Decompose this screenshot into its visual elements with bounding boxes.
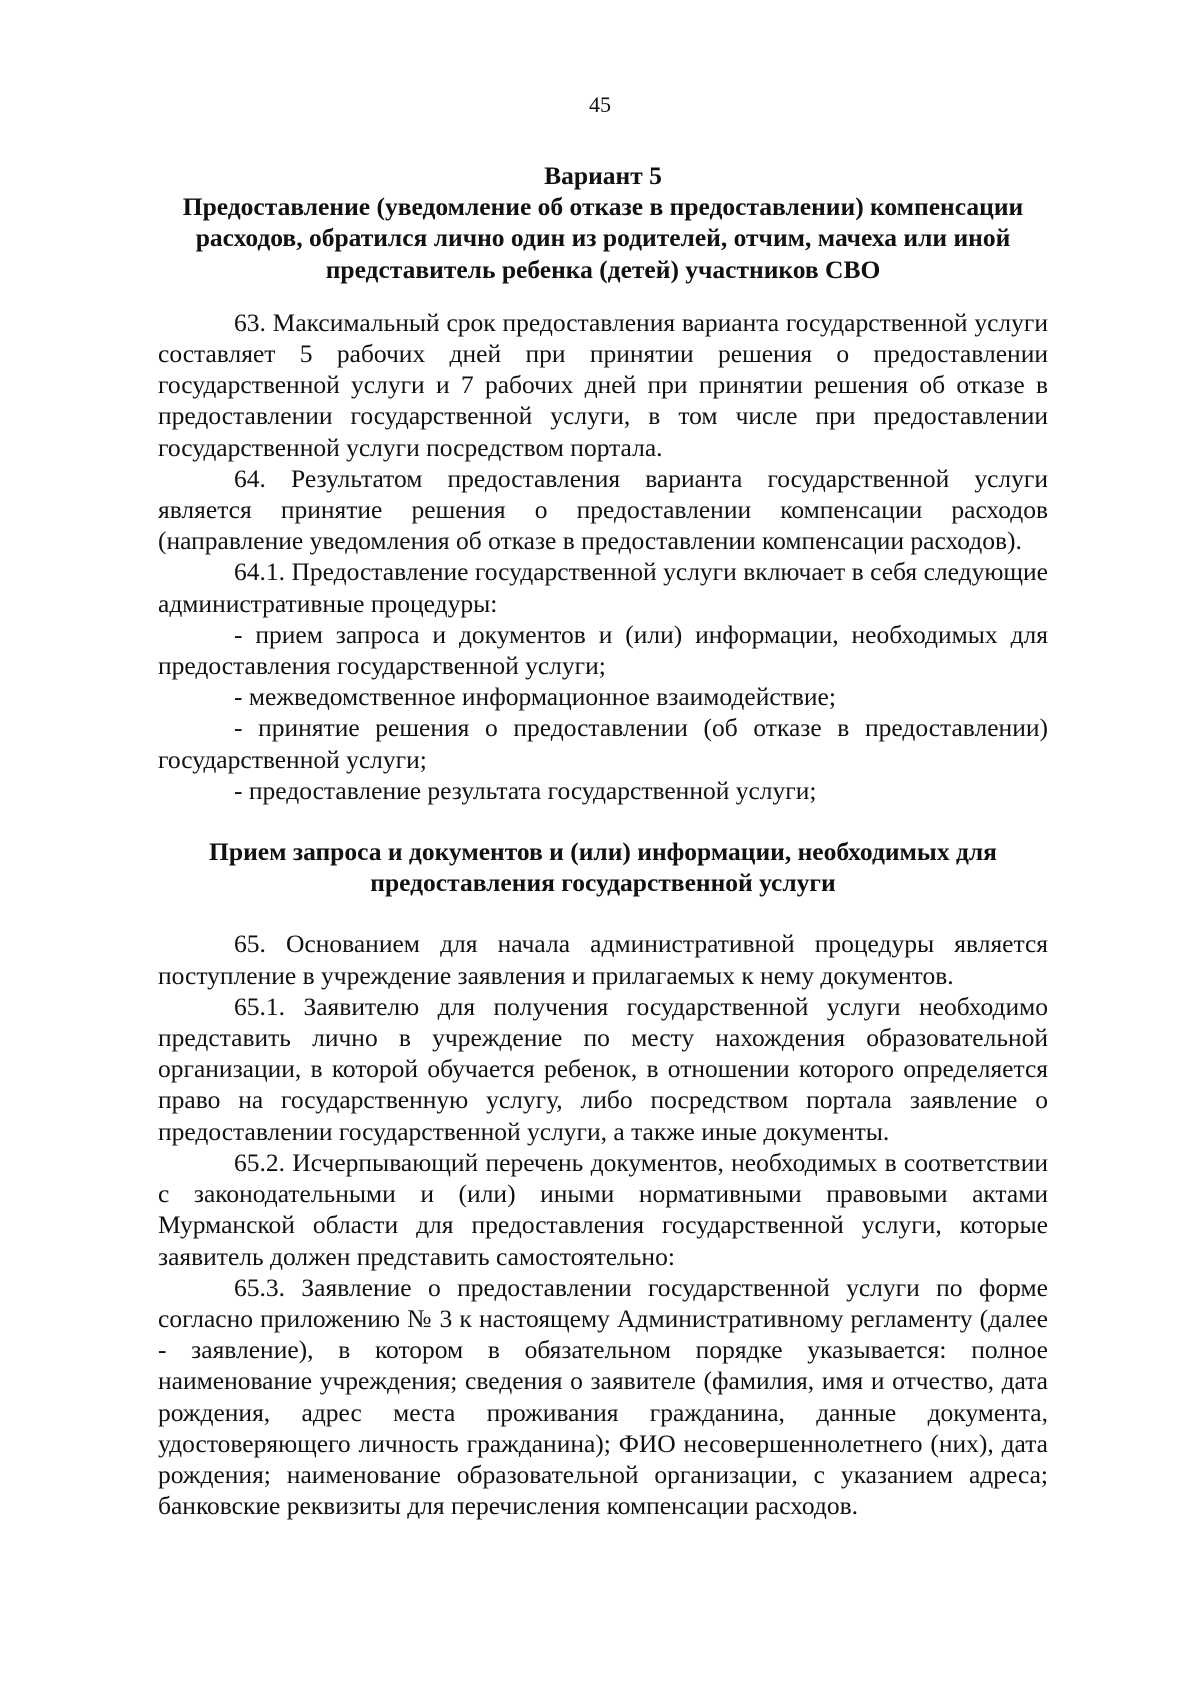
procedure-item-1: - прием запроса и документов и (или) информации, необходимых для предоставления государственной услуги; — [158, 619, 1048, 681]
variant-subtitle: Предоставление (уведомление об отказе в предоставлении) компенсации расходов, обратился лично один из родителей, отчим, мачеха или иной представитель ребенка (детей) участников СВО — [182, 192, 1024, 284]
page-number: 45 — [589, 92, 611, 117]
paragraph-63: 63. Максимальный срок предоставления варианта государственной услуги составляет 5 рабочих дней при принятии решения о предоставлении государственной услуги и 7 рабочих дней при принятии решения об отказе в предоставлении государственной услуги, в том числе при предоставлении государственной услуги посредством портала. — [158, 307, 1048, 462]
procedure-item-4: - предоставление результата государственной услуги; — [234, 775, 817, 805]
paragraph-65-1: 65.1. Заявителю для получения государственной услуги необходимо представить лично в учреждение по месту нахождения образовательной организации, в которой обучается ребенок, в отношении которого определяется право на государственную услугу, либо посредством портала заявление о предоставлении государственной услуги, а также иные документы. — [158, 991, 1048, 1146]
paragraph-65-2: 65.2. Исчерпывающий перечень документов, необходимых в соответствии с законодательными и (или) иными нормативными правовыми актами Мурманской области для предоставления государственной услуги, которые заявитель должен представить самостоятельно: — [158, 1147, 1048, 1271]
paragraph-65: 65. Основанием для начала административной процедуры является поступление в учреждение заявления и прилагаемых к нему документов. — [158, 929, 1048, 990]
paragraph-64: 64. Результатом предоставления варианта государственной услуги является принятие решения о предоставлении компенсации расходов (направление уведомления об отказе в предоставлении компенсации расходов). — [158, 463, 1048, 556]
paragraph-64-1: 64.1. Предоставление государственной услуги включает в себя следующие административные процедуры: — [158, 557, 1048, 618]
variant-title: Вариант 5 — [544, 161, 662, 190]
section-title: Прием запроса и документов и (или) информации, необходимых для предоставления государственной услуги — [209, 837, 997, 898]
procedure-item-2: - межведомственное информационное взаимодействие; — [234, 682, 836, 712]
procedure-item-3: - принятие решения о предоставлении (об отказе в предоставлении) государственной услуги; — [158, 713, 1048, 774]
paragraph-65-3: 65.3. Заявление о предоставлении государственной услуги по форме согласно приложению № 3 к настоящему Административному регламенту (далее - заявление), в котором в обязательном порядке указывается: полное наименование учреждения; сведения о заявителе (фамилия, имя и отчество, дата рождения, адрес места проживания гражданина, данные документа, удостоверяющего личность гражданина); ФИО несовершеннолетнего (них), дата рождения; наименование образовательной организации, с указанием адреса; банковские реквизиты для перечисления компенсации расходов. — [158, 1272, 1048, 1521]
page-content — [158, 160, 1048, 1521]
